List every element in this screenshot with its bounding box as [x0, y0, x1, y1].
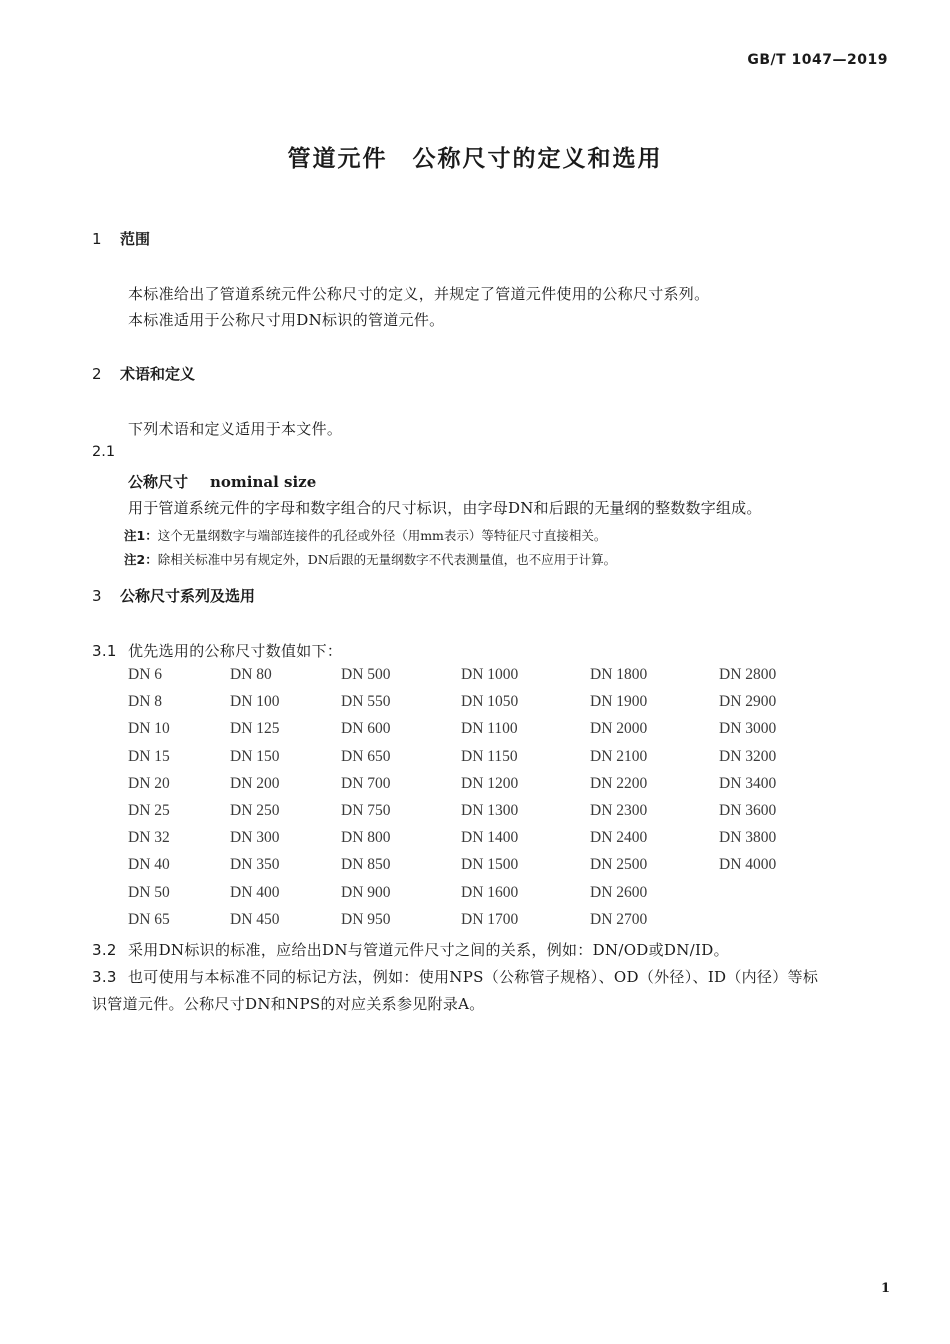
- term-entry: [128, 471, 316, 492]
- clause-number: 3.3: [92, 968, 117, 986]
- dn-value: DN 1600: [461, 883, 519, 901]
- section-number: 3: [92, 587, 102, 605]
- dn-value: DN 1000: [461, 666, 519, 683]
- dn-value: DN 1200: [461, 774, 519, 792]
- dn-value: DN 3000: [719, 720, 777, 738]
- dn-value: DN 100: [230, 693, 280, 711]
- dn-value: DN 6: [128, 666, 163, 683]
- clause-number: 2.1: [92, 444, 116, 460]
- section-2-heading: [92, 363, 195, 384]
- dn-value: DN 40: [128, 856, 170, 874]
- dn-value: DN 50: [128, 883, 170, 901]
- dn-value: DN 15: [128, 747, 170, 765]
- note-text: 除相关标准中另有规定外，DN后跟的无量纲数字不代表测量值，也不应用于计算。: [157, 552, 617, 567]
- dn-value: DN 4000: [719, 856, 777, 874]
- dn-value: DN 2200: [590, 774, 648, 792]
- dn-value: DN 650: [341, 747, 391, 765]
- term-english: nominal size: [210, 473, 317, 491]
- dn-value: DN 2000: [590, 720, 648, 738]
- clause-3-1: [92, 640, 342, 661]
- dn-value: DN 20: [128, 774, 170, 792]
- paragraph: 下列术语和定义适用于本文件。: [128, 420, 343, 438]
- dn-value: DN 1300: [461, 802, 519, 819]
- dn-value: DN 550: [341, 693, 391, 711]
- dn-value: DN 1050: [461, 693, 519, 711]
- standard-number: GB/T 1047—2019: [747, 52, 888, 68]
- dn-value: DN 450: [230, 910, 280, 928]
- dn-value: DN 1800: [590, 666, 648, 683]
- note-label: 注2：: [124, 552, 158, 567]
- clause-text: 优先选用的公称尺寸数值如下：: [128, 642, 343, 660]
- clause-text: 采用DN标识的标准，应给出DN与管道元件尺寸之间的关系，例如：DN/OD或DN/ID。: [128, 941, 729, 959]
- dn-value: DN 2800: [719, 666, 777, 683]
- clause-3-2: [92, 939, 729, 960]
- dn-value: DN 65: [128, 910, 170, 928]
- dn-value: DN 2900: [719, 693, 777, 711]
- dn-value: DN 750: [341, 802, 391, 819]
- dn-value: DN 3600: [719, 802, 777, 819]
- clause-text: 也可使用与本标准不同的标记方法，例如：使用NPS（公称管子规格）、OD（外径）、ID（内径）等标: [128, 968, 819, 986]
- dn-value: DN 25: [128, 802, 170, 819]
- section-1-heading: [92, 228, 150, 249]
- dn-value: DN 1900: [590, 693, 648, 711]
- clause-3-3: [92, 966, 818, 987]
- section-title: 术语和定义: [120, 365, 196, 383]
- page-number: 1: [880, 1281, 890, 1296]
- dn-value: DN 10: [128, 720, 170, 738]
- dn-value: DN 2700: [590, 910, 648, 928]
- dn-value: DN 8: [128, 693, 163, 711]
- dn-value: DN 700: [341, 774, 391, 792]
- dn-value: DN 400: [230, 883, 280, 901]
- dn-value: DN 2400: [590, 829, 648, 847]
- section-title: 范围: [120, 230, 151, 248]
- dn-value: DN 2500: [590, 856, 648, 874]
- clause-3-3-continued: 识管道元件。公称尺寸DN和NPS的对应关系参见附录A。: [92, 995, 485, 1013]
- dn-value: DN 2100: [590, 747, 648, 765]
- dn-value: DN 2300: [590, 802, 648, 819]
- section-number: 1: [92, 230, 102, 248]
- paragraph: 本标准给出了管道系统元件公称尺寸的定义，并规定了管道元件使用的公称尺寸系列。: [128, 285, 710, 303]
- dn-value: DN 150: [230, 747, 280, 765]
- dn-value: DN 32: [128, 829, 170, 847]
- dn-value: DN 1400: [461, 829, 519, 847]
- dn-value: DN 500: [341, 666, 391, 683]
- section-number: 2: [92, 365, 102, 383]
- section-title: 公称尺寸系列及选用: [120, 587, 256, 605]
- dn-value: DN 1100: [461, 720, 518, 738]
- note-label: 注1：: [124, 528, 158, 543]
- note-text: 这个无量纲数字与端部连接件的孔径或外径（用mm表示）等特征尺寸直接相关。: [157, 528, 607, 543]
- term-definition: 用于管道系统元件的字母和数字组合的尺寸标识，由字母DN和后跟的无量纲的整数数字组成。: [128, 499, 762, 517]
- dn-value: DN 1700: [461, 910, 519, 928]
- dn-value: DN 300: [230, 829, 280, 847]
- section-3-heading: [92, 585, 255, 606]
- dn-value: DN 3200: [719, 747, 777, 765]
- dn-value: DN 3400: [719, 774, 777, 792]
- dn-value: DN 2600: [590, 883, 648, 901]
- dn-value: DN 900: [341, 883, 391, 901]
- dn-value: DN 250: [230, 802, 280, 819]
- dn-value: DN 1500: [461, 856, 519, 874]
- dn-value: DN 600: [341, 720, 391, 738]
- clause-number: 3.2: [92, 941, 117, 959]
- clause-number: 3.1: [92, 642, 117, 660]
- document-title: 管道元件 公称尺寸的定义和选用: [287, 146, 663, 172]
- term-chinese: 公称尺寸: [128, 473, 189, 491]
- note-1: [124, 526, 606, 544]
- dn-value: DN 1150: [461, 747, 518, 765]
- dn-value: DN 200: [230, 774, 280, 792]
- note-2: [124, 550, 616, 568]
- dn-value: DN 850: [341, 856, 391, 874]
- paragraph: 本标准适用于公称尺寸用DN标识的管道元件。: [128, 311, 445, 329]
- dn-value: DN 3800: [719, 829, 777, 847]
- dn-value: DN 80: [230, 666, 272, 683]
- dn-value: DN 350: [230, 856, 280, 874]
- dn-value: DN 800: [341, 829, 391, 847]
- dn-value: DN 950: [341, 910, 391, 928]
- dn-value: DN 125: [230, 720, 280, 738]
